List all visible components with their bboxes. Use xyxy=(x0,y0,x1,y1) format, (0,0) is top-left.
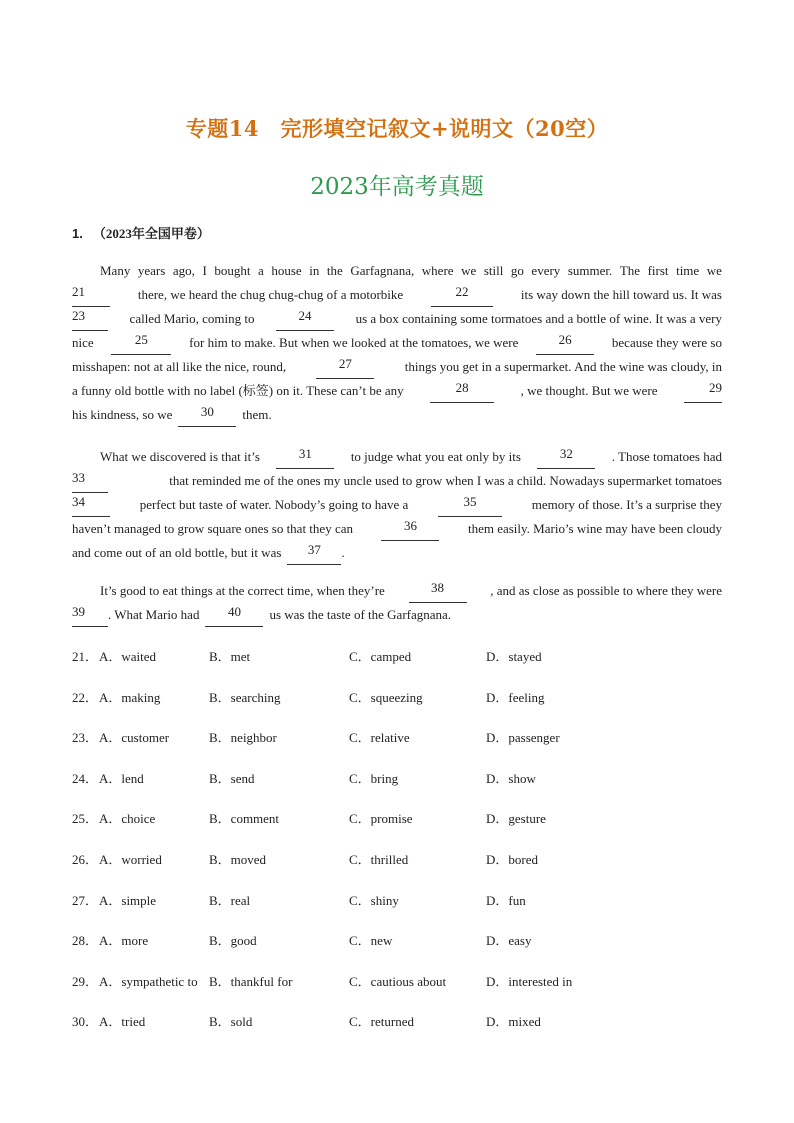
blank-23[interactable]: 23 xyxy=(72,307,108,331)
option-number: 25． xyxy=(72,811,99,827)
blank-31[interactable]: 31 xyxy=(276,445,334,469)
passage-line xyxy=(72,307,722,331)
option-b[interactable]: B．moved xyxy=(209,851,267,867)
blank-22[interactable]: 22 xyxy=(431,283,493,307)
passage-word: first xyxy=(647,263,669,278)
passage-paragraph-2 xyxy=(72,445,722,565)
blank-36[interactable]: 36 xyxy=(381,517,439,541)
option-row xyxy=(72,722,732,763)
option-d[interactable]: D．mixed xyxy=(486,1014,541,1030)
passage-text: called Mario, coming to xyxy=(129,311,255,326)
passage-word: every xyxy=(531,263,561,278)
option-c[interactable]: C．bring xyxy=(349,770,399,786)
option-a[interactable]: A．lend xyxy=(99,770,144,786)
passage-text: , we thought. But we were xyxy=(520,383,658,398)
blank-32[interactable]: 32 xyxy=(537,445,595,469)
option-number: 24． xyxy=(72,770,99,786)
passage-text: memory of those. It’s a surprise they xyxy=(531,497,722,512)
option-b[interactable]: B．neighbor xyxy=(209,730,277,746)
option-d[interactable]: D．gesture xyxy=(486,811,546,827)
passage-line xyxy=(72,541,722,565)
option-number: 23． xyxy=(72,730,99,746)
option-b[interactable]: B．thankful for xyxy=(209,973,293,989)
option-row xyxy=(72,641,732,682)
option-row xyxy=(72,763,732,804)
option-b[interactable]: B．sold xyxy=(209,1014,253,1030)
passage-word: summer. xyxy=(567,263,613,278)
option-row xyxy=(72,966,732,1007)
passage-paragraph-3 xyxy=(72,579,722,627)
option-c[interactable]: C．squeezing xyxy=(349,689,423,705)
option-number: 27． xyxy=(72,892,99,908)
passage-line xyxy=(72,403,722,427)
passage-text: perfect but taste of water. Nobody’s going to have a xyxy=(139,497,409,512)
option-a[interactable]: A．waited xyxy=(99,649,157,664)
option-b[interactable]: B．met xyxy=(209,649,251,664)
option-d[interactable]: D．stayed xyxy=(486,649,542,664)
passage-line xyxy=(72,603,722,627)
passage-line xyxy=(72,517,722,541)
blank-37[interactable]: 37 xyxy=(287,541,341,565)
page-subtitle: 2023年高考真题 xyxy=(310,174,484,200)
blank-30[interactable]: 30 xyxy=(178,403,236,427)
passage-text: to judge what you eat only by its xyxy=(350,449,521,464)
passage-word: The xyxy=(619,263,641,278)
blank-27[interactable]: 27 xyxy=(316,355,374,379)
passage-text: It’s good to eat things at the correct time, when they’re xyxy=(100,583,385,598)
blank-33[interactable]: 33 xyxy=(72,469,108,493)
option-a[interactable]: A．more xyxy=(99,933,149,949)
option-row xyxy=(72,803,732,844)
answer-options xyxy=(72,641,732,1047)
passage-text: them. xyxy=(242,407,272,422)
option-number: 26． xyxy=(72,851,99,867)
option-c[interactable]: C．returned xyxy=(349,1014,414,1030)
page-title: 专题14 完形填空记叙文+说明文（20空） xyxy=(185,116,609,141)
option-d[interactable]: D．interested in xyxy=(486,973,573,989)
passage-word: house xyxy=(271,263,302,278)
option-row xyxy=(72,1006,732,1047)
passage-text: nice xyxy=(72,335,94,350)
option-a[interactable]: A．sympathetic to xyxy=(99,973,198,989)
option-number: 21． xyxy=(72,649,99,664)
option-c[interactable]: C．new xyxy=(349,933,393,949)
passage-text: us was the taste of the Garfagnana. xyxy=(269,607,452,622)
blank-21[interactable]: 21 xyxy=(72,283,110,307)
passage-word: years xyxy=(137,263,166,278)
option-a[interactable]: A．simple xyxy=(99,892,157,908)
option-c[interactable]: C．promise xyxy=(349,811,413,827)
option-b[interactable]: B．good xyxy=(209,933,257,949)
option-row xyxy=(72,844,732,885)
blank-35[interactable]: 35 xyxy=(438,493,502,517)
passage-text: . Those tomatoes had xyxy=(611,449,722,464)
option-d[interactable]: D．fun xyxy=(486,892,526,908)
passage-text: . What Mario had xyxy=(108,607,200,622)
passage-line xyxy=(72,331,722,355)
passage-paragraph-1 xyxy=(72,259,722,427)
passage-line xyxy=(72,445,722,469)
option-number: 29． xyxy=(72,973,99,989)
option-row xyxy=(72,885,732,926)
option-row xyxy=(72,925,732,966)
passage-word: time xyxy=(676,263,700,278)
blank-34[interactable]: 34 xyxy=(72,493,110,517)
passage-word: we xyxy=(461,263,477,278)
option-a[interactable]: A．making xyxy=(99,689,161,705)
passage-line xyxy=(72,379,722,403)
question-number: 1. xyxy=(72,226,83,241)
option-d[interactable]: D．bored xyxy=(486,851,538,867)
blank-40[interactable]: 40 xyxy=(205,603,263,627)
passage-text: a funny old bottle with no label (标签) on it. These can’t be any xyxy=(72,383,404,398)
passage-text: there, we heard the chug chug-chug of a motorbike xyxy=(137,287,404,302)
option-c[interactable]: C．thrilled xyxy=(349,851,409,867)
passage-text: haven’t managed to grow square ones so that they can xyxy=(72,521,353,536)
blank-29[interactable]: 29 xyxy=(684,379,722,403)
passage-text: things you get in a supermarket. And the wine was cloudy, in xyxy=(404,359,722,374)
passage-text: because they were so xyxy=(611,335,722,350)
passage-line xyxy=(72,493,722,517)
question-source: （2023年全国甲卷） xyxy=(92,226,210,241)
passage-text: his kindness, so we xyxy=(72,407,173,422)
option-a[interactable]: A．worried xyxy=(99,851,162,867)
option-d[interactable]: D．passenger xyxy=(486,730,560,746)
passage-text: and come out of an old bottle, but it was xyxy=(72,545,282,560)
question-header xyxy=(72,223,210,242)
passage-line xyxy=(72,469,722,493)
passage-word: where xyxy=(421,263,454,278)
passage-text: . xyxy=(341,545,345,560)
blank-28[interactable]: 28 xyxy=(430,379,494,403)
option-d[interactable]: D．feeling xyxy=(486,689,545,705)
option-b[interactable]: B．searching xyxy=(209,689,281,705)
option-row xyxy=(72,682,732,723)
passage-word: in xyxy=(309,263,320,278)
passage-line xyxy=(72,283,722,307)
option-number: 28． xyxy=(72,933,99,949)
passage-text: What we discovered is that it’s xyxy=(100,449,260,464)
passage-text: its way down the hill toward us. It was xyxy=(520,287,722,302)
passage-line xyxy=(72,355,722,379)
option-number: 22． xyxy=(72,689,99,705)
blank-26[interactable]: 26 xyxy=(536,331,594,355)
option-a[interactable]: A．customer xyxy=(99,730,170,746)
passage-text: for him to make. But when we looked at the tomatoes, we were xyxy=(189,335,519,350)
option-number: 30． xyxy=(72,1014,99,1030)
blank-24[interactable]: 24 xyxy=(276,307,334,331)
passage-word: a xyxy=(258,263,264,278)
passage-word: Many xyxy=(100,263,131,278)
passage-text: us a box containing some tormatoes and a bottle of wine. It was a very xyxy=(355,311,722,326)
passage-word: we xyxy=(706,263,722,278)
passage-text: misshapen: not at all like the nice, round, xyxy=(72,359,287,374)
option-b[interactable]: B．send xyxy=(209,770,255,786)
blank-25[interactable]: 25 xyxy=(111,331,171,355)
option-c[interactable]: C．camped xyxy=(349,649,412,664)
option-c[interactable]: C．shiny xyxy=(349,892,399,908)
option-c[interactable]: C．relative xyxy=(349,730,410,746)
option-b[interactable]: B．comment xyxy=(209,811,280,827)
passage-text: that reminded me of the ones my uncle used to grow when I was a child. Nowadays supermarket tomatoes xyxy=(169,473,722,488)
passage-text: , and as close as possible to where they were xyxy=(490,583,722,598)
option-a[interactable]: A．tried xyxy=(99,1014,146,1030)
passage-word: Garfagnana, xyxy=(350,263,415,278)
option-b[interactable]: B．real xyxy=(209,892,251,908)
option-a[interactable]: A．choice xyxy=(99,811,156,827)
passage-word: go xyxy=(510,263,524,278)
option-d[interactable]: D．show xyxy=(486,770,536,786)
passage-word: I xyxy=(202,263,207,278)
passage-text: them easily. Mario’s wine may have been cloudy xyxy=(467,521,722,536)
passage-word: the xyxy=(326,263,343,278)
passage-word: ago, xyxy=(172,263,195,278)
blank-39[interactable]: 39 xyxy=(72,603,108,627)
passage-word: still xyxy=(483,263,504,278)
passage-word: bought xyxy=(214,263,251,278)
blank-38[interactable]: 38 xyxy=(409,579,467,603)
option-c[interactable]: C．cautious about xyxy=(349,973,447,989)
option-d[interactable]: D．easy xyxy=(486,933,532,949)
passage-line xyxy=(72,259,722,283)
passage-line xyxy=(72,579,722,603)
